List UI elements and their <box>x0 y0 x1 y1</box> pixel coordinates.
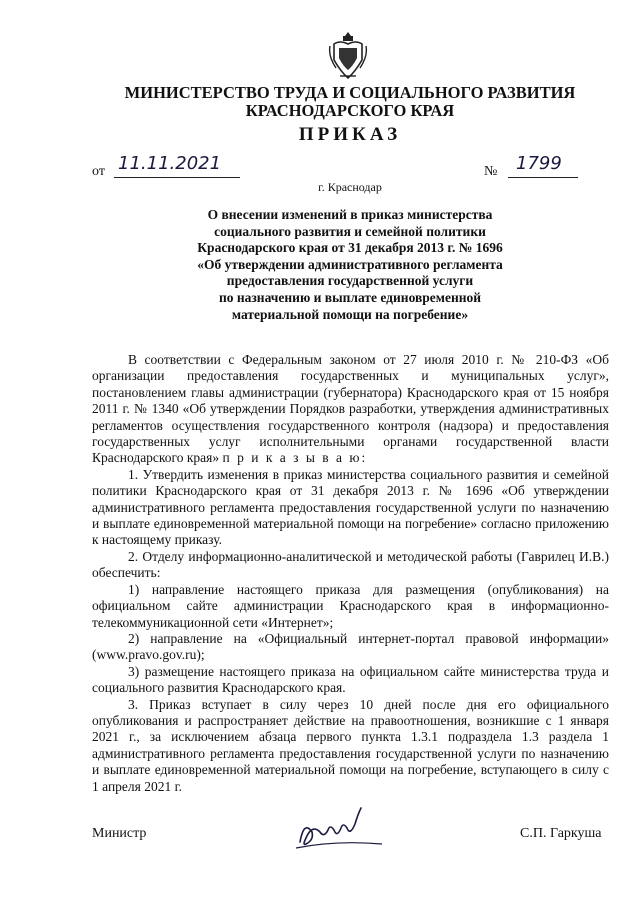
signature-icon <box>290 806 390 854</box>
intro-paragraph <box>92 352 609 467</box>
date-value: 11.11.2021 <box>114 150 240 178</box>
ministry-line-1: МИНИСТЕРСТВО ТРУДА И СОЦИАЛЬНОГО РАЗВИТИЯ <box>124 83 576 102</box>
item-2-1: 1) направление настоящего приказа для размещения (опубликования) на официальном сайте администрации Краснодарского края в информационно-телекоммуникационной сети «Интернет»; <box>92 581 609 630</box>
ministry-line-2: КРАСНОДАРСКОГО КРАЯ <box>245 101 455 120</box>
subject-line: предоставления государственной услуги <box>226 273 474 289</box>
order-verb: п р и к а з ы в а ю: <box>222 450 368 466</box>
item-1: 1. Утвердить изменения в приказ министерства социального развития и семейной политики Краснодарского края от 31 декабря 2013 г. № 1696 «Об утверждении административного регламента предоставления государственной услуги по назначению и выплате единовременной материальной помощи на погребение» согласно приложению к настоящему приказу. <box>92 466 609 548</box>
document-type: ПРИКАЗ <box>298 124 402 145</box>
subject-line: «Об утверждении административного регламента <box>197 256 503 272</box>
order-body <box>92 352 609 795</box>
signer-position: Министр <box>92 826 147 841</box>
item-2-2: 2) направление на «Официальный интернет-портал правовой информации» (www.pravo.gov.ru); <box>92 630 609 663</box>
signer-name: С.П. Гаркуша <box>520 826 602 841</box>
intro-text: В соответствии с Федеральным законом от 27 июля 2010 г. № 210-ФЗ «Об организации предоставления государственных и муниципальных услуг», постановлением главы администрации (губернатора) Краснодарского края от 15 ноября 2011 г. № 1340 «Об утверждении Порядков разработки, утверждения административных регламентов осуществления государственного контроля (надзора) и предоставления государственных услуг исполнительными органами государственной власти Краснодарского края» <box>92 352 609 466</box>
item-2: 2. Отделу информационно-аналитической и методической работы (Гаврилец И.В.) обеспечить: <box>92 548 609 581</box>
ministry-name <box>90 84 610 120</box>
item-3: 3. Приказ вступает в силу через 10 дней после дня его официального опубликования и распространяет действие на правоотношения, возникшие с 1 января 2021 г., за исключением абзаца первого пункта 1.3.1 подраздела 1.3 раздела 1 административного регламента предоставления государственной услуги по назначению и выплате единовременной материальной помощи на погребение, вступающего в силу с 1 апреля 2021 г. <box>92 696 609 794</box>
subject-line: социального развития и семейной политики <box>214 223 486 239</box>
number-label: № <box>484 164 498 179</box>
number-value: 1799 <box>508 150 578 178</box>
subject-line: О внесении изменений в приказ министерства <box>207 207 493 222</box>
date-label: от <box>92 164 105 179</box>
subject-line: по назначению и выплате единовременной <box>218 289 482 305</box>
item-2-3: 3) размещение настоящего приказа на официальном сайте министерства труда и социального развития Краснодарского края. <box>92 663 609 696</box>
subject-line: Краснодарского края от 31 декабря 2013 г. № 1696 <box>197 240 503 256</box>
order-subject <box>90 207 610 323</box>
subject-line: материальной помощи на погребение» <box>231 306 469 322</box>
city: г. Краснодар <box>318 180 382 194</box>
coat-of-arms-icon <box>328 30 368 82</box>
